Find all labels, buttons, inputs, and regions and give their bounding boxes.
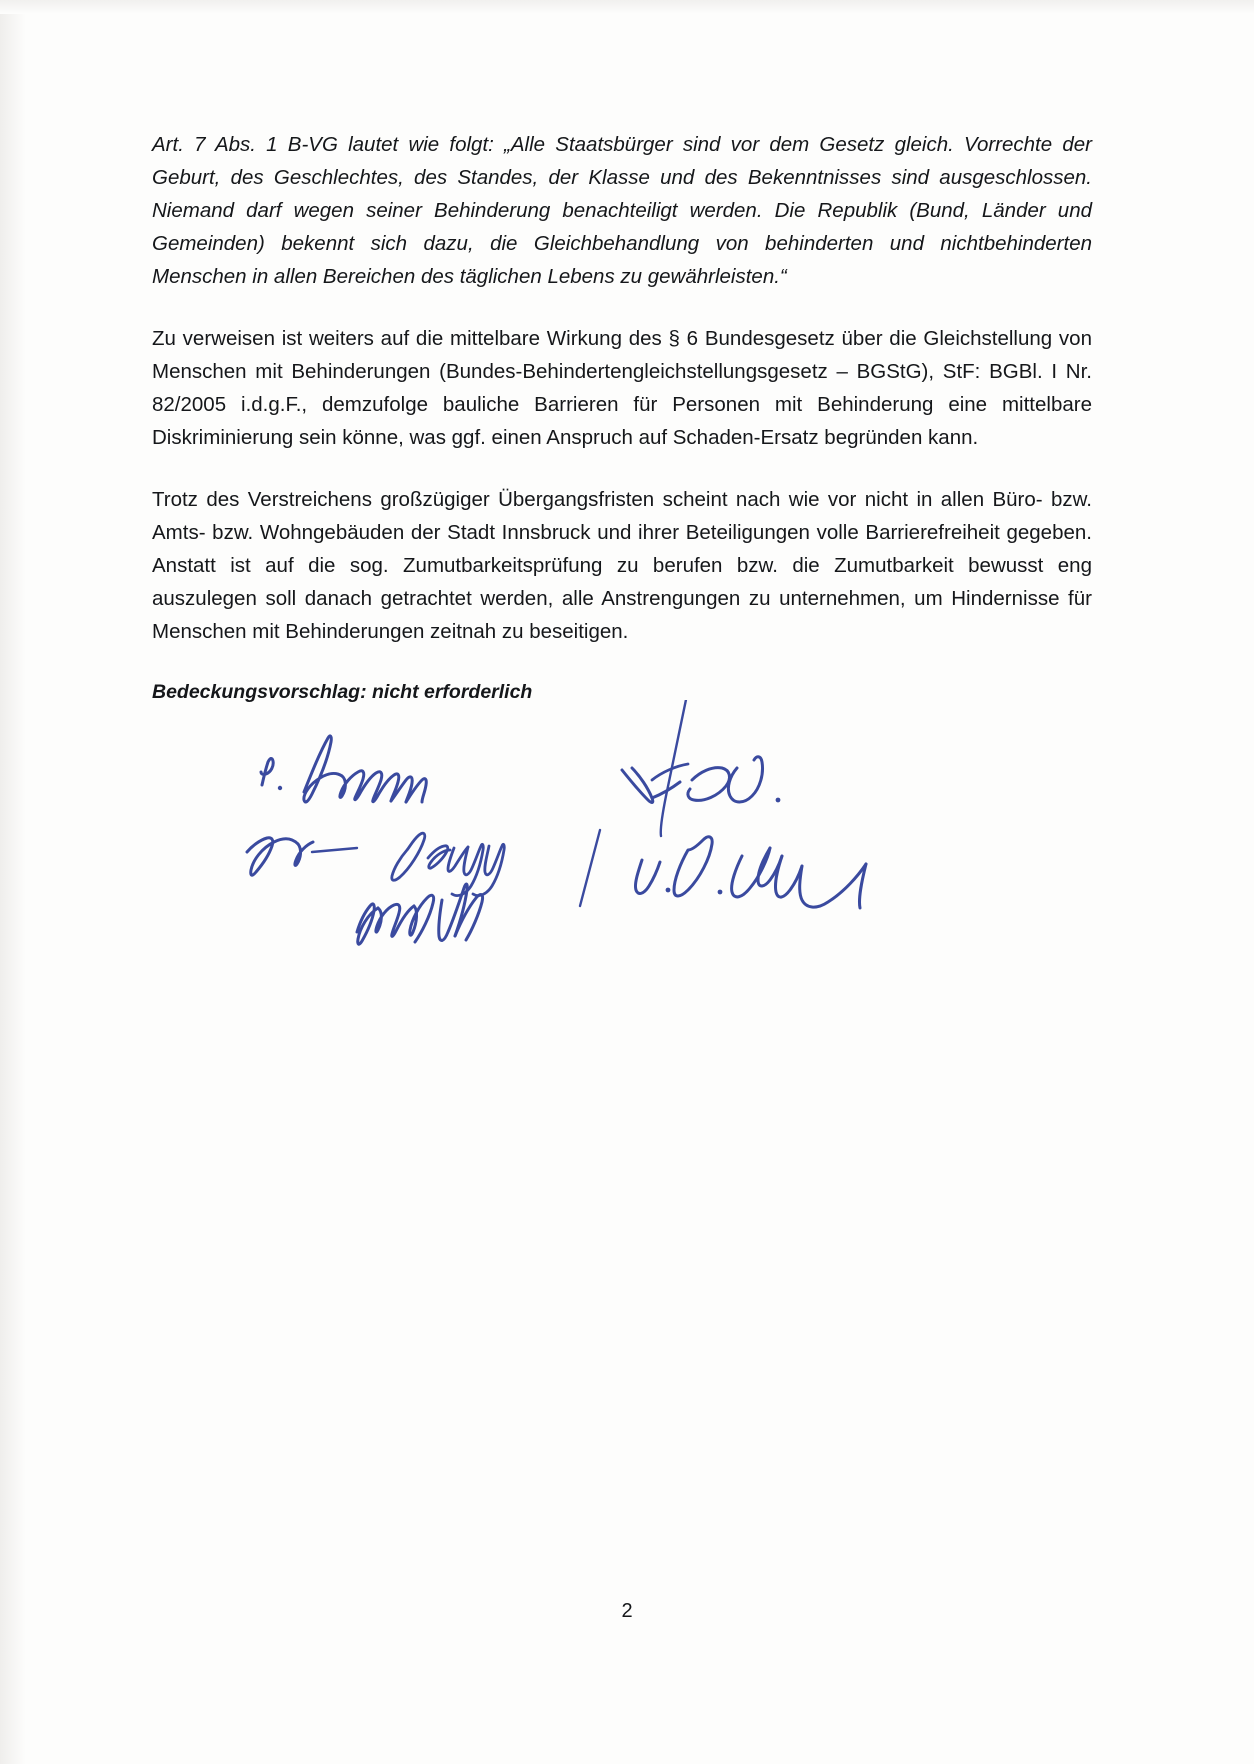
paragraph-constitution-quote: Art. 7 Abs. 1 B-VG lautet wie folgt: „Alle Staatsbürger sind vor dem Gesetz gleich. Vorrechte der Geburt, des Geschlechtes, des Standes, der Klasse und des Bekenntnisses sind ausgeschlossen. Niemand darf wegen seiner Behinderung benachteiligt werden. Die Republik (Bund, Länder und Gemeinden) bekennt sich dazu, die Gleichbehandlung von behinderten und nichtbehinderten Menschen in allen Bereichen des täglichen Lebens zu gewährleisten.“ — [152, 133, 1092, 288]
document-body — [152, 128, 1092, 707]
signature-area — [152, 700, 1092, 960]
page-number: 2 — [621, 1600, 633, 1622]
handwritten-signatures — [152, 700, 1092, 970]
scan-edge-left — [0, 0, 26, 1764]
scan-edge-top — [0, 0, 1254, 14]
paragraph-bgstg-reference: Zu verweisen ist weiters auf die mittelbare Wirkung des § 6 Bundesgesetz über die Gleichstellung von Menschen mit Behinderungen (Bundes-Behindertengleichstellungsgesetz – BGStG), StF: BGBl. I Nr. 82/2005 i.d.g.F., demzufolge bauliche Barrieren für Personen mit Behinderung eine mittelbare Diskriminierung sein könne, was ggf. einen Anspruch auf Schaden-Ersatz begründen kann. — [152, 327, 1092, 449]
bedeckungsvorschlag-line: Bedeckungsvorschlag: nicht erforderlich — [152, 681, 533, 703]
paragraph-accessibility-status: Trotz des Verstreichens großzügiger Übergangsfristen scheint nach wie vor nicht in allen Büro- bzw. Amts- bzw. Wohngebäuden der Stadt Innsbruck und ihrer Beteiligungen volle Barrierefreiheit gegeben. Anstatt ist auf die sog. Zumutbarkeitsprüfung zu berufen bzw. die Zumutbarkeit bewusst eng auszulegen soll danach getrachtet werden, alle Anstrengungen zu unternehmen, um Hindernisse für Menschen mit Behinderungen zeitnah zu beseitigen. — [152, 488, 1092, 643]
